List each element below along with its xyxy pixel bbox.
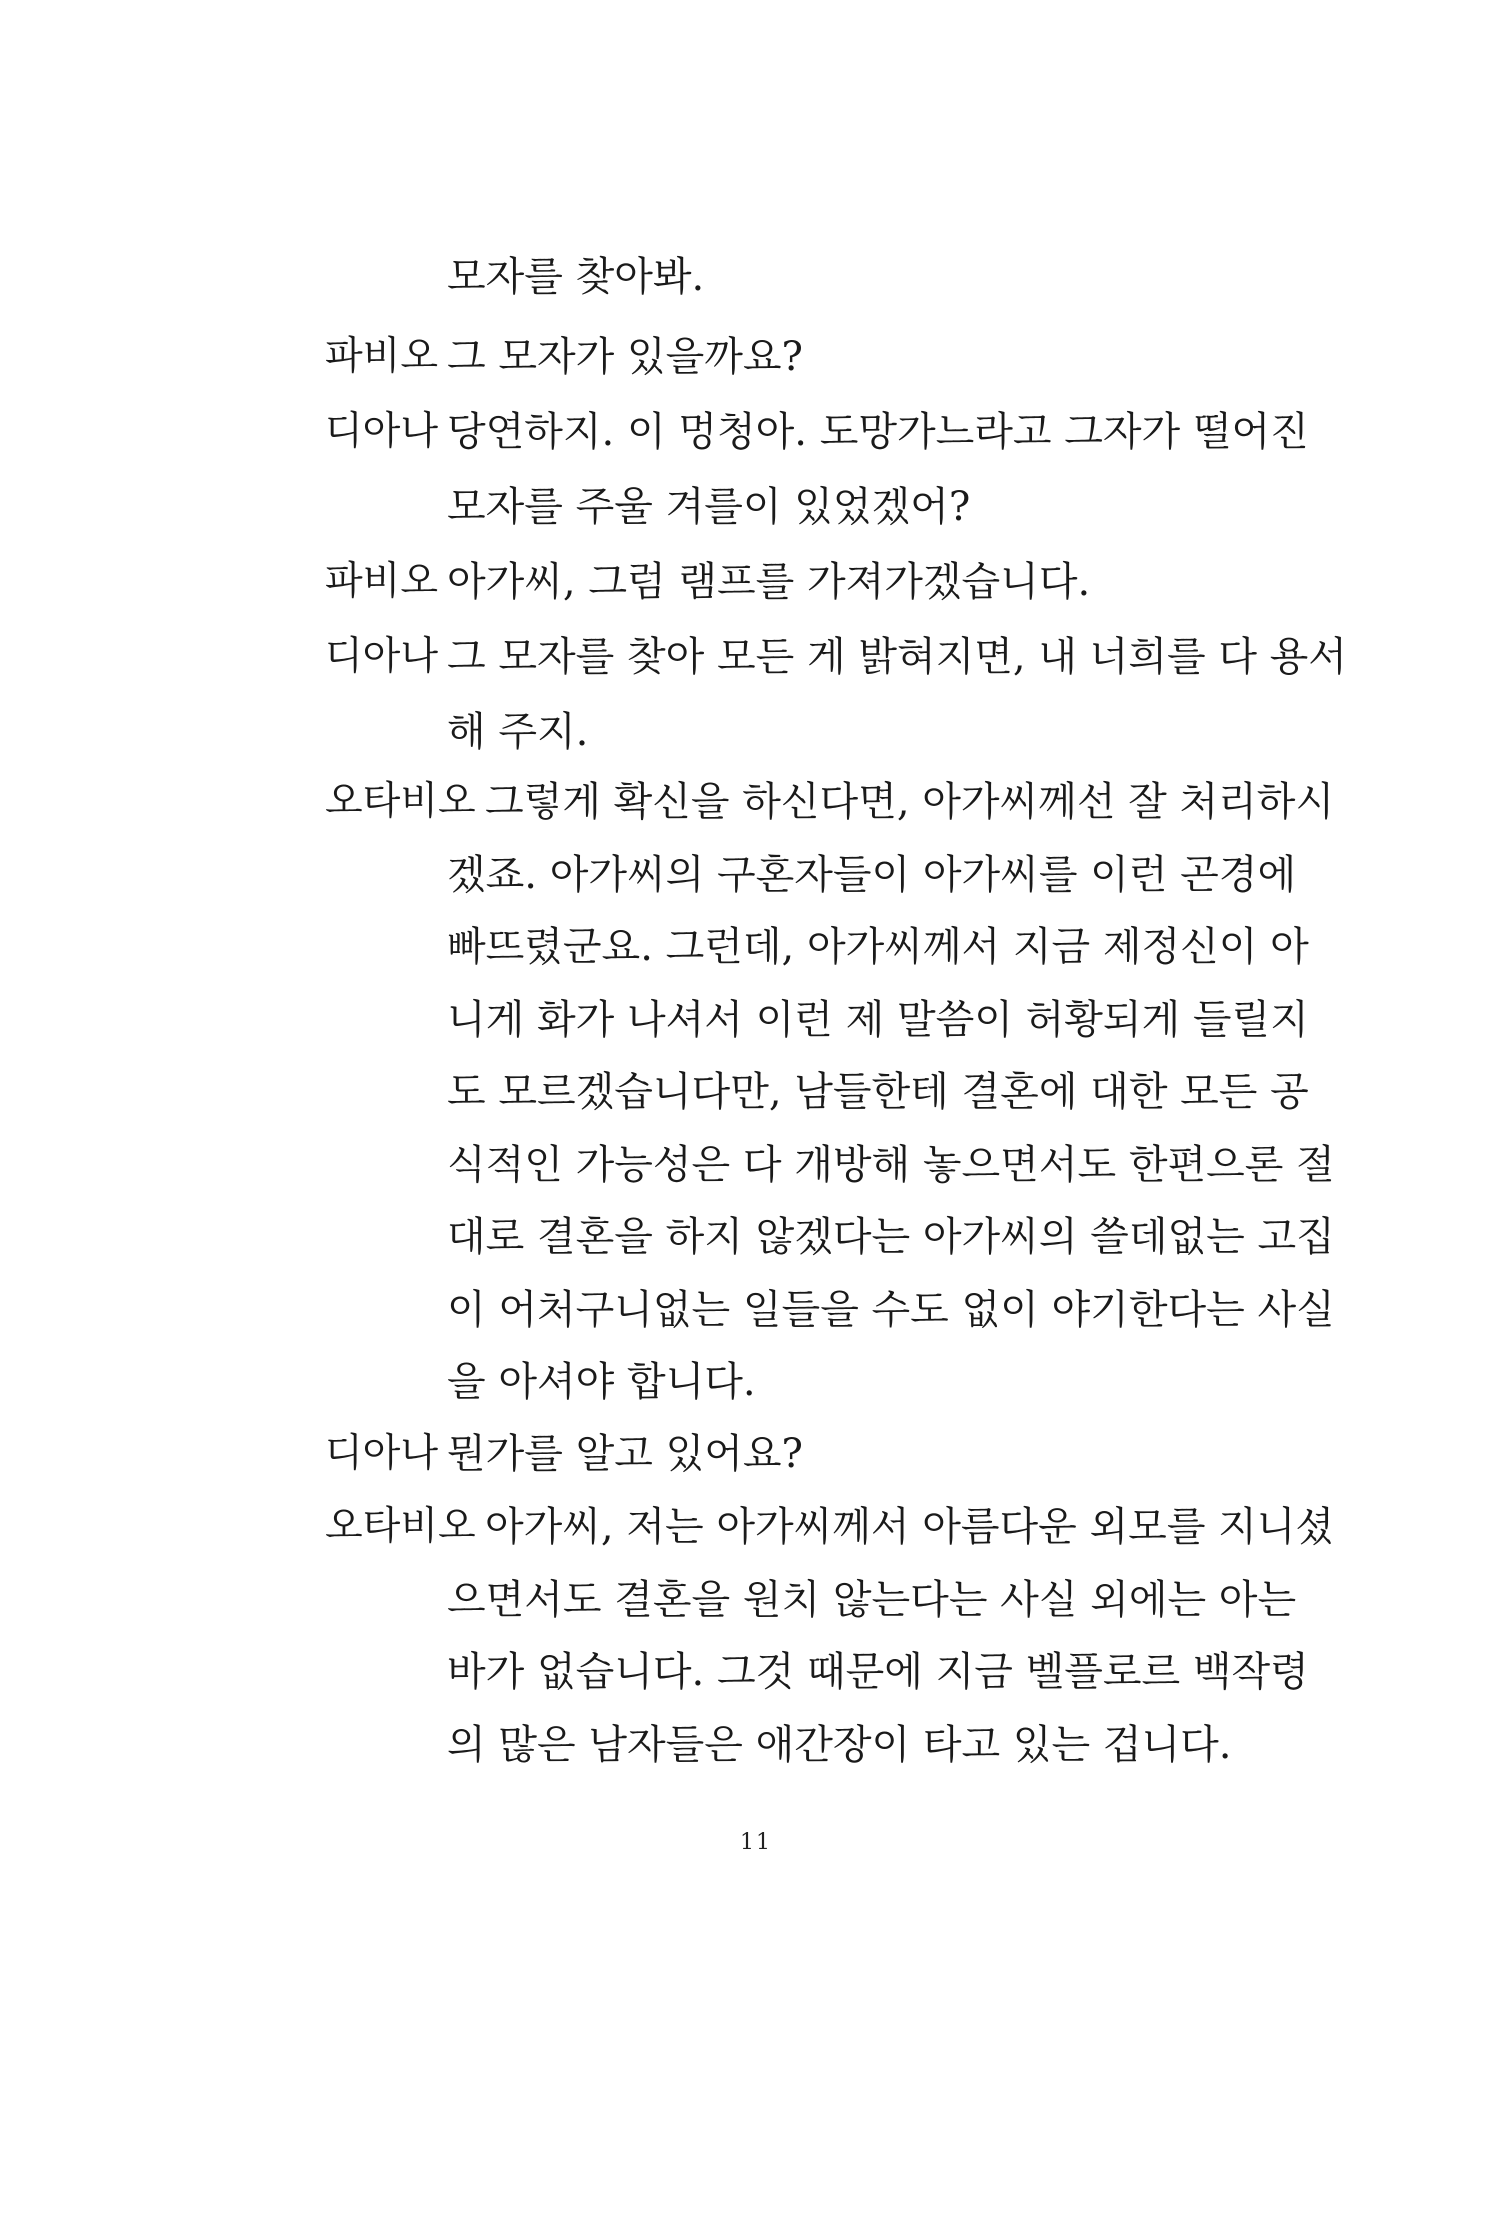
dialogue-text: 도 모르겠습니다만, 남들한테 결혼에 대한 모든 공	[447, 1069, 1309, 1115]
dialogue-text: 빠뜨렸군요. 그런데, 아가씨께서 지금 제정신이 아	[447, 924, 1309, 970]
dialogue-text: 겠죠. 아가씨의 구혼자들이 아가씨를 이런 곤경에	[447, 852, 1297, 898]
dialogue-text: 뭔가를 알고 있어요?	[447, 1431, 803, 1477]
dialogue-text: 아가씨, 그럼 램프를 가져가겠습니다.	[447, 559, 1091, 605]
speaker-name: 디아나	[325, 634, 439, 679]
dialogue-text: 그 모자를 찾아 모든 게 밝혀지면, 내 너희를 다 용서	[447, 634, 1347, 680]
dialogue-text: 모자를 찾아봐.	[447, 254, 705, 300]
speaker-name: 오타비오	[325, 1504, 476, 1549]
dialogue-text: 니게 화가 나셔서 이런 제 말씀이 허황되게 들릴지	[447, 997, 1309, 1043]
dialogue-text: 대로 결혼을 하지 않겠다는 아가씨의 쓸데없는 고집	[447, 1214, 1335, 1260]
dialogue-text: 바가 없습니다. 그것 때문에 지금 벨플로르 백작령	[447, 1649, 1309, 1695]
dialogue-text: 아가씨, 저는 아가씨께서 아름다운 외모를 지니셨	[485, 1504, 1335, 1550]
speaker-name: 디아나	[325, 409, 439, 454]
speaker-name: 오타비오	[325, 779, 476, 824]
dialogue-text: 그렇게 확신을 하신다면, 아가씨께선 잘 처리하시	[485, 779, 1335, 825]
dialogue-text: 으면서도 결혼을 원치 않는다는 사실 외에는 아는	[447, 1577, 1297, 1623]
page-number: 11	[740, 1830, 772, 1855]
dialogue-text: 식적인 가능성은 다 개방해 놓으면서도 한편으론 절	[447, 1142, 1335, 1188]
dialogue-text: 그 모자가 있을까요?	[447, 334, 803, 380]
dialogue-text: 의 많은 남자들은 애간장이 타고 있는 겁니다.	[447, 1722, 1232, 1768]
dialogue-text: 당연하지. 이 멍청아. 도망가느라고 그자가 떨어진	[447, 409, 1309, 455]
dialogue-text: 을 아셔야 합니다.	[447, 1359, 756, 1405]
speaker-name: 디아나	[325, 1431, 439, 1476]
speaker-name: 파비오	[325, 334, 439, 379]
dialogue-text: 이 어처구니없는 일들을 수도 없이 야기한다는 사실	[447, 1287, 1335, 1333]
dialogue-text: 모자를 주울 겨를이 있었겠어?	[447, 484, 971, 530]
dialogue-text: 해 주지.	[447, 709, 589, 755]
speaker-name: 파비오	[325, 559, 439, 604]
